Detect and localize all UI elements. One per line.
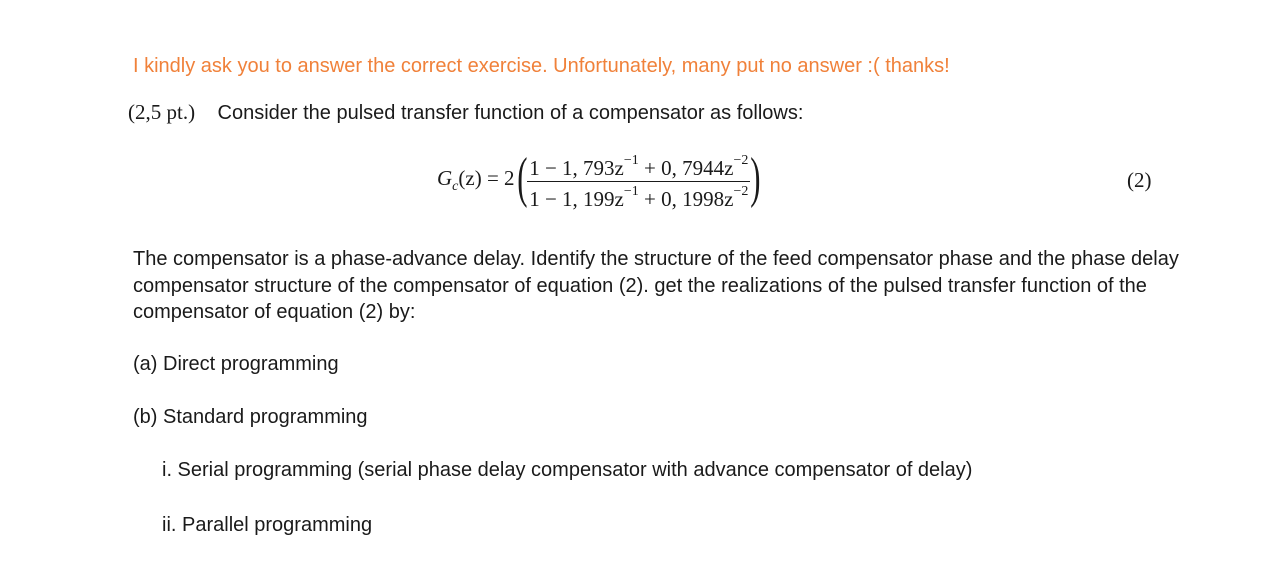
request-note: I kindly ask you to answer the correct exercise. Unfortunately, many put no answer :( thanks!	[133, 55, 950, 77]
numerator-exp-2: −2	[733, 152, 749, 168]
equation-number: (2)	[1127, 168, 1152, 192]
equation-lhs	[437, 166, 515, 195]
item-b: (b) Standard programming	[133, 406, 368, 428]
lhs-subscript: c	[452, 179, 459, 195]
item-b-ii: ii. Parallel programming	[162, 514, 373, 536]
left-parenthesis: (	[516, 147, 528, 209]
denominator	[527, 182, 750, 212]
denominator-exp-2: −2	[733, 183, 749, 199]
fraction	[527, 151, 750, 212]
numerator-term-1: 1 − 1, 793z	[529, 155, 624, 180]
numerator	[527, 151, 750, 182]
numerator-exp-1: −1	[623, 152, 639, 168]
right-parenthesis: )	[750, 147, 761, 209]
problem-statement	[128, 100, 803, 125]
denominator-exp-1: −1	[623, 183, 639, 199]
problem-description: The compensator is a phase-advance delay. Identify the structure of the feed compensator phase and the phase delay compensator structure of the compensator of equation (2). get the realizations of the pulsed transfer function of the compensator of equation (2) by:	[133, 248, 1179, 323]
denominator-term-1: 1 − 1, 199z	[529, 186, 624, 211]
lhs-symbol: G	[437, 166, 453, 191]
item-b-i: i. Serial programming (serial phase delay compensator with advance compensator of delay)	[162, 459, 973, 481]
problem-intro: Consider the pulsed transfer function of a compensator as follows:	[217, 102, 804, 124]
points-label: (2,5 pt.)	[128, 100, 196, 124]
item-a: (a) Direct programming	[133, 353, 339, 375]
lhs-argument: (z) = 2	[458, 166, 515, 191]
denominator-term-2: + 0, 1998z	[638, 186, 734, 211]
transfer-function-equation	[437, 147, 761, 212]
numerator-term-2: + 0, 7944z	[638, 155, 734, 180]
